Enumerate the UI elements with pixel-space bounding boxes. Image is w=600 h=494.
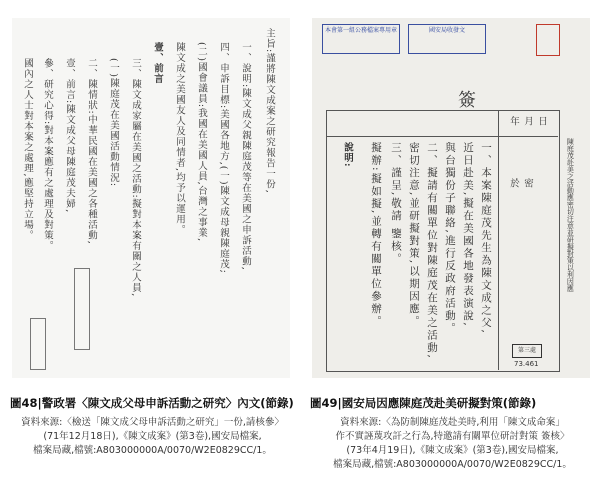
handwritten-line: 三、謹呈,敬請 鑒核。 [390,142,403,266]
bottom-stamp: 第三處 [512,344,542,358]
doc-column: (二)國會議員:我國在美國人員,台灣之事業, [196,42,207,243]
archive-stamp: 本會第一組公務檔案專用章 [322,24,400,54]
caption-source-line: 檔案局藏,檔號:A803000000A/0070/W2E0829CC/1。 [33,444,272,456]
form-field: 月 [521,116,533,127]
scanned-document-figure49 [312,18,590,378]
form-field: 密 [521,178,533,189]
form-label-explanation: 說明: [341,142,353,168]
figure-title: 國安局因應陳庭茂赴美研擬對策(節錄) [341,396,537,410]
bottom-code: 73.461 [514,360,539,368]
handwritten-line: 擬辦:擬如擬,並轉有關單位參辦。 [370,142,383,328]
handwritten-line: 一、本案陳庭茂先生為陳文成之父, [480,142,493,335]
form-divider [326,136,558,137]
form-grid [326,110,560,372]
form-title: 簽 [458,90,476,111]
caption-source-line: (73年4月19日),《陳文成案》(第3卷),國安局檔案, [346,444,559,456]
caption-title: 圖49|國安局因應陳庭茂赴美研擬對策(節錄) [310,396,537,410]
figure-number: 圖49 [310,396,338,410]
handwritten-line: 密切注意,並研擬對策,以期因應。 [408,142,421,328]
doc-column: 四、申訴目標:美國各地方,(一)陳文成母親陳庭茂; [218,42,229,274]
doc-column: 壹、前言:陳文成父母陳庭茂夫婦, [64,58,75,214]
side-note: 陳庭茂赴美之活動應密切注意並研擬對策以利因應 [566,138,575,292]
caption-source-line: 作不實誣蔑攻訐之行為,特邀請有關單位研討對策 簽核〉 [335,431,570,443]
form-divider [498,110,499,370]
doc-column: 國內之人士對本案之處理,應堅持立場。 [22,58,33,241]
doc-heading: 壹、前言 [152,42,163,84]
doc-column: (一)陳庭茂在美國活動情況: [108,58,119,188]
highlight-mark [30,318,46,370]
doc-column: 陳文成之美國友人及同情者,均予以運用。 [174,42,185,236]
handwritten-line: 與台獨份子聯絡,進行反政府活動。 [444,142,457,335]
doc-column: 主旨:謹將陳文成案之研究報告一份, [264,28,275,194]
caption-source-line: 檔案局藏,檔號:A803000000A/0070/W2E0829CC/1。 [333,458,572,470]
figure-title: 警政署〈陳文成父母申訴活動之研究〉內文(節錄) [41,396,294,410]
handwritten-line: 二、擬請有關單位對陳庭茂在美之活動, [426,142,439,360]
figure48-caption [10,396,295,458]
receipt-stamp: 國安局收發文 [408,24,486,54]
caption-source-line: 資料來源:〈檢送「陳文成父母申訴活動之研究」一份,請核參〉 [21,417,284,429]
doc-column: 一、說明:陳文成父親陳庭茂等在美國之申訴活動, [240,42,251,271]
caption-source-line: 資料來源:〈為防制陳庭茂赴美時,利用「陳文成命案」 [340,417,565,429]
doc-column: 二、陳情狀:中華民國在美國之各種活動, [86,58,97,245]
caption-source-line: (71年12月18日),《陳文成案》(第3卷),國安局檔案, [43,431,262,443]
handwritten-line: 近日赴美,擬在美國各地發表演說, [462,142,475,328]
form-field: 日 [535,116,547,127]
highlight-mark [74,268,90,350]
form-field: 年 [507,116,519,127]
scanned-document-figure48 [12,18,290,378]
caption-title: 圖48|警政署〈陳文成父母申訴活動之研究〉內文(節錄) [10,396,294,410]
figure49-caption [310,396,595,471]
form-field: 於 [507,178,519,189]
red-seal [536,24,560,56]
doc-column: 三、陳文成家屬在美國之活動:擬對本案有關之人員, [130,58,141,298]
doc-column: 參、研究心得:對本案應有之處理及對策。 [42,58,53,252]
figure-number: 圖48 [10,396,38,410]
